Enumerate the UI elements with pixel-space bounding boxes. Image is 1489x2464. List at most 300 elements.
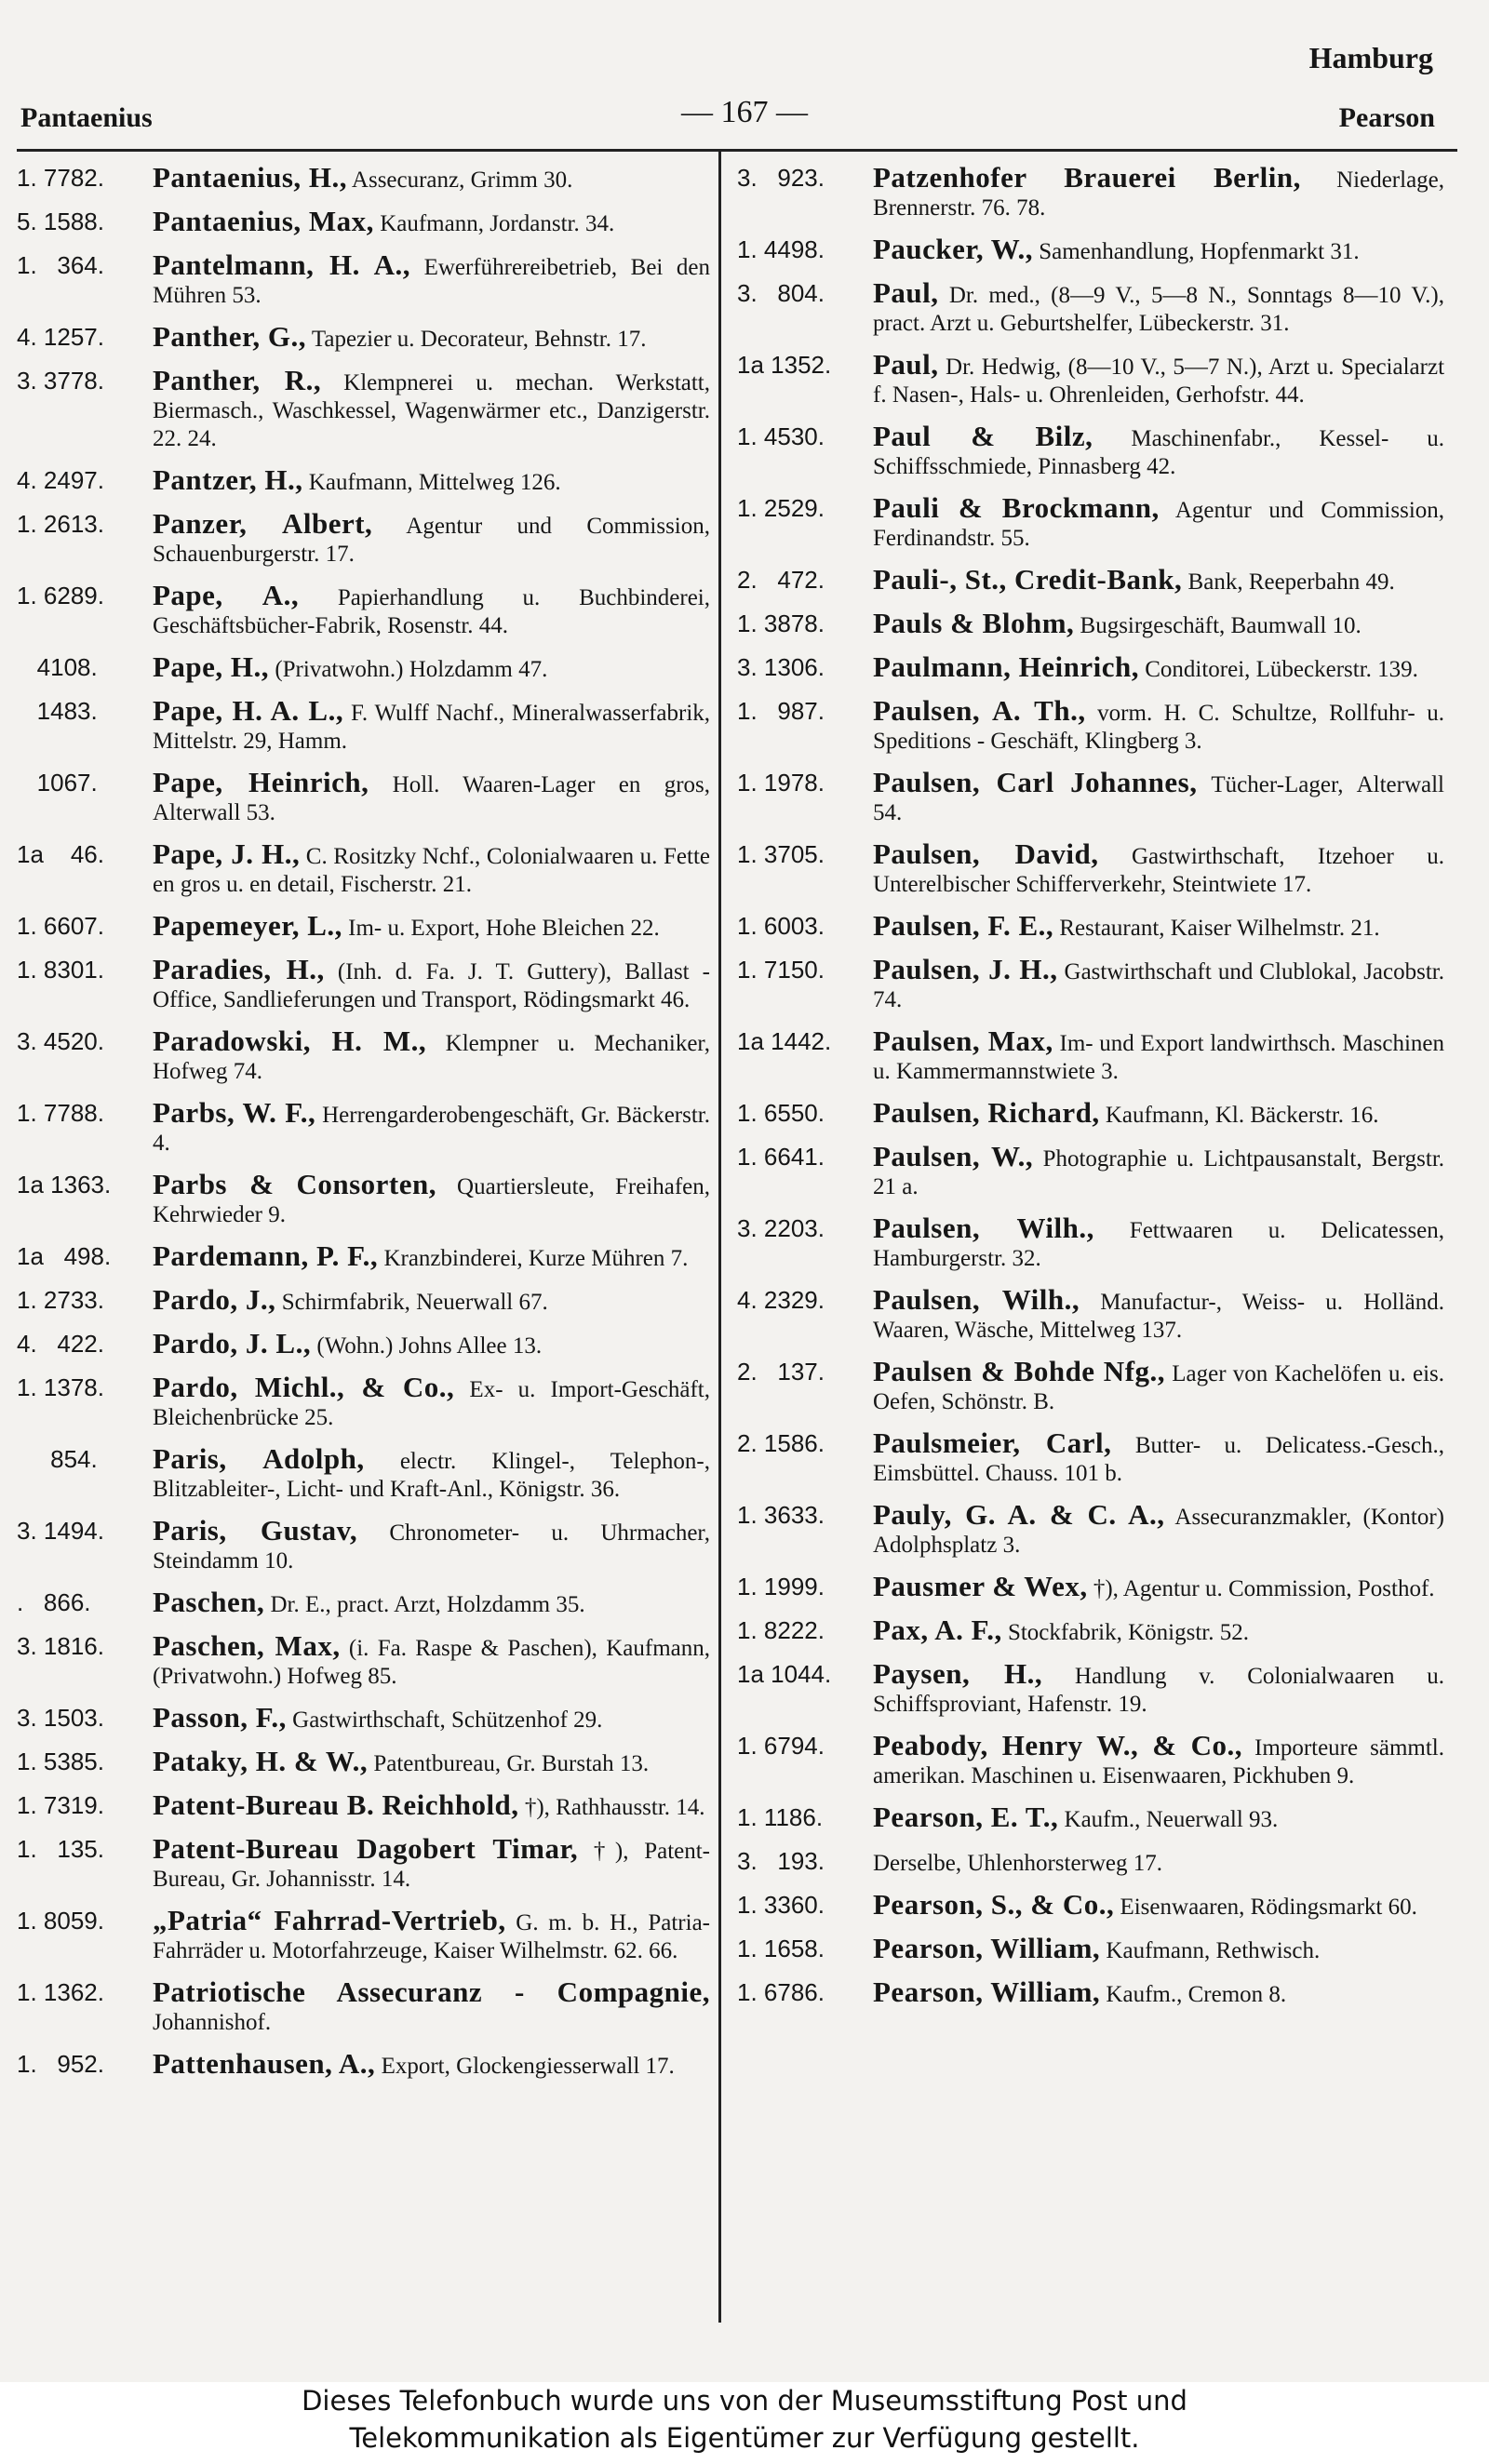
- directory-entry: [17, 364, 711, 453]
- entry-body: [153, 1327, 710, 1360]
- entry-body: [153, 364, 711, 453]
- entry-body: [153, 1096, 710, 1158]
- phone-number: 854.: [17, 1445, 98, 1473]
- directory-entry: [737, 1024, 1445, 1086]
- directory-entry: [737, 491, 1445, 553]
- subscriber-details: Tücher-Lager, Alterwall 54.: [873, 772, 1444, 825]
- entry-body: [153, 1373, 710, 1432]
- subscriber-details: Bugsirgeschäft, Baumwall 10.: [1080, 613, 1362, 638]
- subscriber-details: electr. Klingel-, Telephon-, Blitzableiter-, Licht- und Kraft-Anl., Königstr. 36.: [153, 1449, 710, 1502]
- entry-body: [873, 276, 1444, 338]
- phone-number: 1. 1362.: [17, 1978, 104, 2006]
- directory-entry: [17, 909, 710, 943]
- directory-entry: [737, 609, 1444, 640]
- subscriber-name: Papemeyer, L.,: [153, 909, 342, 942]
- entry-body: [153, 1701, 710, 1734]
- directory-entry: [737, 563, 1444, 596]
- subscriber-details: Patentbureau, Gr. Burstah 13.: [373, 1751, 650, 1776]
- subscriber-name: Paschen,: [153, 1586, 265, 1618]
- subscriber-name: Paul,: [873, 348, 939, 381]
- subscriber-name: Pantelmann, H. A.,: [153, 248, 411, 281]
- entry-body: [153, 507, 711, 569]
- subscriber-details: Fettwaaren u. Delicatessen, Hamburgerstr. 32.: [873, 1218, 1445, 1271]
- subscriber-details: Derselbe, Uhlenhorsterweg 17.: [873, 1851, 1163, 1876]
- subscriber-details: G. m. b. H., Patria-Fahrräder u. Motorfahrzeuge, Kaiser Wilhelmstr. 62. 66.: [153, 1910, 710, 1963]
- directory-entry: [17, 650, 710, 684]
- entry-body: [153, 161, 710, 194]
- subscriber-details: Niederlage, Brennerstr. 76. 78.: [873, 167, 1445, 221]
- directory-entry: [737, 1140, 1445, 1201]
- phone-number: 1. 6786.: [737, 1978, 825, 2006]
- directory-entry: [737, 766, 1444, 827]
- entry-body: [153, 953, 711, 1014]
- phone-number: 3. 1494.: [17, 1517, 104, 1545]
- entry-body: [153, 205, 710, 238]
- subscriber-name: Paradies, H.,: [153, 953, 325, 985]
- directory-entry: [17, 1096, 710, 1158]
- phone-number: 4. 422.: [17, 1330, 104, 1358]
- directory-entry: [17, 507, 711, 569]
- directory-entry: [17, 1239, 710, 1273]
- entry-body: [873, 1803, 1444, 1834]
- entry-body: [873, 563, 1444, 596]
- directory-entry: [17, 1904, 710, 1965]
- subscriber-details: C. Rositzky Nchf., Colonialwaaren u. Fette en gros u. en detail, Fischerstr. 21.: [153, 844, 710, 897]
- subscriber-details: Assecuranz, Grimm 30.: [351, 167, 573, 193]
- subscriber-details: Kaufmann, Mittelweg 126.: [308, 470, 561, 495]
- directory-entry: [17, 248, 711, 310]
- phone-number: 1. 8222.: [737, 1616, 825, 1644]
- directory-entry: [17, 1588, 710, 1619]
- subscriber-details: Chronometer- u. Uhrmacher, Steindamm 10.: [153, 1520, 711, 1573]
- phone-number: 1. 7782.: [17, 164, 104, 192]
- subscriber-name: Paulsmeier, Carl,: [873, 1426, 1112, 1459]
- directory-entry: [737, 837, 1444, 899]
- entry-body: [153, 1745, 710, 1778]
- subscriber-name: Pardo, J. L.,: [153, 1327, 312, 1359]
- directory-entry: [737, 1498, 1444, 1560]
- subscriber-name: Paul,: [873, 276, 939, 309]
- entry-body: [873, 348, 1445, 409]
- directory-entry: [737, 348, 1445, 409]
- subscriber-name: Paulsen, Max,: [873, 1024, 1053, 1057]
- subscriber-name: Paysen, H.,: [873, 1657, 1043, 1690]
- subscriber-name: Patent-Bureau B. Reichhold,: [153, 1788, 519, 1821]
- subscriber-details: Ewerführereibetrieb, Bei den Mühren 53.: [153, 255, 711, 308]
- subscriber-details: Kaufmann, Jordanstr. 34.: [380, 211, 615, 236]
- directory-entry: [17, 1832, 711, 1894]
- subscriber-details: F. Wulff Nachf., Mineralwasserfabrik, Mittelstr. 29, Hamm.: [153, 701, 711, 754]
- subscriber-details: Eisenwaaren, Rödingsmarkt 60.: [1120, 1895, 1417, 1920]
- phone-number: 1. 6003.: [737, 912, 825, 940]
- entry-body: [153, 248, 711, 310]
- directory-entry: [737, 1803, 1444, 1834]
- footer-line-2: Telekommunikation als Eigentümer zur Verfügung gestellt.: [349, 2422, 1140, 2454]
- phone-number: 2. 472.: [737, 566, 825, 594]
- right-column: [737, 161, 1445, 2022]
- phone-number: 3. 2203.: [737, 1214, 825, 1242]
- directory-entry: [17, 1701, 710, 1734]
- phone-number: 1. 2613.: [17, 510, 104, 538]
- subscriber-name: Paulsen, Wilh.,: [873, 1212, 1094, 1244]
- phone-number: 1. 8059.: [17, 1907, 104, 1935]
- entry-body: [873, 909, 1444, 943]
- phone-number: 1. 3878.: [737, 609, 825, 637]
- subscriber-details: Kranzbinderei, Kurze Mühren 7.: [383, 1246, 689, 1271]
- subscriber-name: Paris, Gustav,: [153, 1514, 358, 1547]
- subscriber-details: †), Patent-Bureau, Gr. Johannisstr. 14.: [153, 1839, 711, 1892]
- phone-number: 1. 4498.: [737, 235, 825, 263]
- header-page-number: — 167 —: [681, 95, 808, 129]
- subscriber-name: Paulsen, J. H.,: [873, 953, 1058, 985]
- entry-body: [153, 1629, 711, 1691]
- directory-entry: [737, 1729, 1444, 1790]
- footer-line-1: Dieses Telefonbuch wurde uns von der Museumsstiftung Post und: [302, 2385, 1187, 2417]
- subscriber-details: Herrengarderobengeschäft, Gr. Bäckerstr. 4.: [153, 1103, 710, 1156]
- subscriber-name: Patent-Bureau Dagobert Timar,: [153, 1832, 579, 1865]
- header-left-keyword: Pantaenius: [20, 102, 153, 133]
- phone-number: 3. 1816.: [17, 1632, 104, 1660]
- entry-body: [153, 1832, 711, 1894]
- footer-notice: [0, 2382, 1489, 2464]
- subscriber-name: Pantaenius, Max,: [153, 205, 374, 237]
- entry-body: [873, 1847, 1444, 1878]
- directory-entry: [737, 276, 1444, 338]
- directory-entry: [17, 1514, 711, 1575]
- subscriber-name: Paulsen, Wilh.,: [873, 1283, 1080, 1316]
- subscriber-name: Passon, F.,: [153, 1701, 287, 1734]
- subscriber-name: Paulsen, F. E.,: [873, 909, 1054, 942]
- phone-number: 4. 2497.: [17, 466, 104, 494]
- directory-entry: [17, 837, 710, 899]
- subscriber-name: Paul & Bilz,: [873, 420, 1093, 452]
- subscriber-details: Im- und Export landwirthsch. Maschinen u. Kammermannstwiete 3.: [873, 1031, 1445, 1084]
- subscriber-details: Agentur und Commission, Schauenburgerstr. 17.: [153, 514, 711, 567]
- directory-entry: [17, 766, 710, 827]
- subscriber-name: Pape, J. H.,: [153, 837, 301, 870]
- phone-number: 1. 7150.: [737, 956, 825, 984]
- phone-number: 1a 1442.: [737, 1027, 832, 1055]
- subscriber-details: Kaufmann, Rethwisch.: [1106, 1938, 1321, 1963]
- subscriber-name: Pauls & Blohm,: [873, 607, 1075, 639]
- entry-body: [153, 1168, 710, 1229]
- phone-number: 5. 1588.: [17, 208, 104, 235]
- subscriber-name: Pearson, William,: [873, 1932, 1101, 1964]
- phone-number: 1. 3633.: [737, 1501, 825, 1529]
- directory-entry: [737, 1355, 1445, 1416]
- entry-body: [873, 650, 1444, 684]
- directory-entry: [17, 1745, 710, 1778]
- subscriber-name: Paulsen, A. Th.,: [873, 694, 1086, 727]
- phone-number: 2. 1586.: [737, 1429, 825, 1457]
- phone-number: 1. 987.: [737, 697, 825, 725]
- subscriber-name: Pausmer & Wex,: [873, 1570, 1088, 1602]
- entry-body: [153, 579, 710, 640]
- directory-entry: [17, 1373, 710, 1432]
- subscriber-details: Kaufm., Cremon 8.: [1106, 1982, 1287, 2007]
- directory-entry: [737, 422, 1444, 481]
- entry-body: [153, 2047, 710, 2081]
- subscriber-name: Patriotische Assecuranz - Compagnie,: [153, 1975, 710, 2008]
- subscriber-name: Pauli-, St., Credit-Bank,: [873, 563, 1183, 596]
- subscriber-name: Panzer, Albert,: [153, 507, 373, 540]
- phone-number: 3. 923.: [737, 164, 825, 192]
- entry-body: [873, 1932, 1444, 1965]
- subscriber-name: Paulsen, W.,: [873, 1140, 1034, 1172]
- column-divider: [718, 149, 721, 2323]
- entry-body: [873, 1498, 1444, 1560]
- entry-body: [153, 1024, 710, 1086]
- directory-entry: [17, 1975, 710, 2037]
- phone-number: 1. 135.: [17, 1835, 104, 1863]
- directory-entry: [737, 1932, 1444, 1965]
- subscriber-name: Pearson, S., & Co.,: [873, 1888, 1115, 1921]
- entry-body: [873, 609, 1444, 640]
- entry-body: [873, 1140, 1445, 1201]
- entry-body: [873, 1570, 1444, 1603]
- phone-number: 1. 952.: [17, 2050, 104, 2078]
- subscriber-name: Panther, G.,: [153, 320, 307, 353]
- entry-body: [873, 422, 1444, 481]
- directory-entry: [17, 1168, 710, 1229]
- entry-body: [873, 235, 1444, 266]
- directory-entry: [17, 320, 710, 354]
- subscriber-name: Pattenhausen, A.,: [153, 2047, 376, 2080]
- phone-number: 1. 7788.: [17, 1099, 104, 1127]
- subscriber-details: †), Rathhausstr. 14.: [524, 1795, 705, 1820]
- entry-body: [873, 1355, 1445, 1416]
- phone-number: 3. 193.: [737, 1847, 825, 1875]
- entry-body: [153, 650, 710, 684]
- directory-entry: [17, 161, 710, 194]
- subscriber-name: Peabody, Henry W., & Co.,: [873, 1729, 1243, 1761]
- phone-number: 1. 3705.: [737, 840, 825, 868]
- phone-number: 1a 498.: [17, 1242, 112, 1270]
- subscriber-name: Paris, Adolph,: [153, 1442, 365, 1475]
- entry-body: [153, 694, 711, 756]
- subscriber-details: Johannishof.: [153, 2010, 272, 2035]
- subscriber-name: Paulsen, David,: [873, 837, 1099, 870]
- subscriber-details: Restaurant, Kaiser Wilhelmstr. 21.: [1059, 916, 1380, 941]
- directory-entry: [737, 953, 1444, 1014]
- entry-body: [873, 1888, 1444, 1922]
- subscriber-details: Holl. Waaren-Lager en gros, Alterwall 53.: [153, 772, 710, 825]
- directory-entry: [737, 1570, 1444, 1603]
- directory-entry: [17, 1024, 710, 1086]
- directory-entry: [737, 1847, 1444, 1878]
- directory-entry: [737, 1214, 1444, 1273]
- phone-number: 2. 137.: [737, 1358, 825, 1386]
- directory-entry: [17, 1442, 710, 1504]
- subscriber-name: Paulmann, Heinrich,: [873, 650, 1139, 683]
- subscriber-name: Pape, A.,: [153, 579, 300, 611]
- subscriber-name: Paulsen, Carl Johannes,: [873, 766, 1198, 798]
- subscriber-name: Pape, H.,: [153, 650, 270, 683]
- subscriber-name: Pantzer, H.,: [153, 463, 303, 496]
- directory-entry: [737, 1426, 1445, 1488]
- directory-entry: [17, 205, 710, 238]
- subscriber-name: Pape, Heinrich,: [153, 766, 369, 798]
- subscriber-name: Pauli & Brockmann,: [873, 491, 1160, 524]
- left-column: [17, 161, 711, 2094]
- subscriber-name: Panther, R.,: [153, 364, 322, 396]
- phone-number: 3. 804.: [737, 279, 825, 307]
- entry-body: [153, 1975, 710, 2037]
- subscriber-details: (Inh. d. Fa. J. T. Guttery), Ballast - Office, Sandlieferungen und Transport, Rödingsmarkt 46.: [153, 959, 711, 1012]
- directory-entry: [17, 1327, 710, 1360]
- phone-number: 1. 7319.: [17, 1791, 104, 1819]
- subscriber-name: Parbs & Consorten,: [153, 1168, 436, 1200]
- entry-body: [153, 1442, 710, 1504]
- subscriber-details: Kaufmann, Kl. Bäckerstr. 16.: [1105, 1103, 1379, 1128]
- directory-entry: [737, 1657, 1444, 1719]
- directory-entry: [17, 694, 711, 756]
- entry-body: [873, 1729, 1444, 1790]
- subscriber-details: Kaufm., Neuerwall 93.: [1064, 1807, 1279, 1832]
- phone-number: 1. 1999.: [737, 1573, 825, 1600]
- directory-entry: [17, 579, 710, 640]
- entry-body: [873, 953, 1444, 1014]
- entry-body: [873, 1214, 1444, 1273]
- directory-entry: [17, 1788, 710, 1822]
- entry-body: [873, 491, 1445, 553]
- subscriber-details: Klempner u. Mechaniker, Hofweg 74.: [153, 1031, 710, 1084]
- phone-number: 3. 4520.: [17, 1027, 104, 1055]
- subscriber-name: Pardo, Michl., & Co.,: [153, 1371, 455, 1403]
- subscriber-name: Paradowski, H. M.,: [153, 1024, 427, 1057]
- subscriber-name: Pardemann, P. F.,: [153, 1239, 379, 1272]
- directory-entry: [737, 235, 1444, 266]
- subscriber-details: Lager von Kachelöfen u. eis. Oefen, Schönstr. B.: [873, 1361, 1445, 1414]
- subscriber-name: Pearson, William,: [873, 1975, 1101, 2008]
- header-right-keyword: Pearson: [1338, 102, 1435, 133]
- phone-number: 4. 2329.: [737, 1286, 825, 1314]
- directory-entry: [17, 463, 710, 497]
- subscriber-name: Parbs, W. F.,: [153, 1096, 316, 1129]
- entry-body: [873, 766, 1444, 827]
- entry-body: [873, 1024, 1445, 1086]
- subscriber-details: Ex- u. Import-Geschäft, Bleichenbrücke 25.: [153, 1377, 710, 1430]
- entry-body: [153, 1788, 710, 1822]
- entry-body: [153, 909, 710, 943]
- subscriber-details: Gastwirthschaft, Schützenhof 29.: [292, 1707, 603, 1733]
- entry-body: [873, 1616, 1444, 1647]
- phone-number: . 866.: [17, 1588, 91, 1616]
- subscriber-details: (Wohn.) Johns Allee 13.: [316, 1333, 543, 1359]
- phone-number: 1a 1363.: [17, 1171, 112, 1199]
- subscriber-name: Pearson, E. T.,: [873, 1801, 1059, 1833]
- entry-body: [153, 1283, 710, 1317]
- header-rule: [17, 149, 1457, 152]
- subscriber-details: Photographie u. Lichtpausanstalt, Bergstr. 21 a.: [873, 1146, 1445, 1199]
- phone-number: 3. 1503.: [17, 1704, 104, 1732]
- phone-number: 4. 1257.: [17, 323, 104, 351]
- subscriber-details: †), Agentur u. Commission, Posthof.: [1093, 1576, 1435, 1601]
- subscriber-name: Pataky, H. & W.,: [153, 1745, 369, 1777]
- subscriber-name: Pauly, G. A. & C. A.,: [873, 1498, 1165, 1531]
- subscriber-details: Handlung v. Colonialwaaren u. Schiffsproviant, Hafenstr. 19.: [873, 1664, 1444, 1717]
- entry-body: [873, 1426, 1445, 1488]
- directory-entry: [17, 2047, 710, 2081]
- subscriber-details: Agentur und Commission, Ferdinandstr. 55.: [873, 498, 1445, 551]
- subscriber-details: Dr. E., pract. Arzt, Holzdamm 35.: [270, 1592, 585, 1617]
- subscriber-name: Pape, H. A. L.,: [153, 694, 344, 727]
- subscriber-details: vorm. H. C. Schultze, Rollfuhr- u. Speditions - Geschäft, Klingberg 3.: [873, 701, 1444, 754]
- directory-entry: [17, 1629, 711, 1691]
- subscriber-details: Export, Glockengiesserwall 17.: [381, 2054, 675, 2079]
- subscriber-details: Dr. med., (8—9 V., 5—8 N., Sonntags 8—10 V.), pract. Arzt u. Geburtshelfer, Lübeckerstr. 31.: [873, 283, 1444, 336]
- phone-number: 3. 1306.: [737, 653, 825, 681]
- subscriber-details: Tapezier u. Decorateur, Behnstr. 17.: [311, 327, 647, 352]
- directory-entry: [737, 1975, 1444, 2009]
- subscriber-name: Paulsen & Bohde Nfg.,: [873, 1355, 1166, 1387]
- subscriber-name: Paucker, W.,: [873, 233, 1033, 265]
- phone-number: 1a 46.: [17, 840, 104, 868]
- entry-body: [873, 694, 1444, 756]
- entry-body: [153, 320, 710, 354]
- subscriber-name: Paulsen, Richard,: [873, 1096, 1100, 1129]
- entry-body: [873, 161, 1445, 222]
- phone-number: 1. 1186.: [737, 1803, 824, 1831]
- phone-number: 1. 5385.: [17, 1748, 104, 1775]
- phone-number: 1. 6550.: [737, 1099, 825, 1127]
- phone-number: 1a 1352.: [737, 351, 832, 379]
- entry-body: [873, 837, 1444, 899]
- subscriber-name: Pax, A. F.,: [873, 1614, 1002, 1646]
- entry-body: [873, 1657, 1444, 1719]
- page-header: [0, 0, 1489, 158]
- phone-number: 1. 6289.: [17, 582, 104, 609]
- subscriber-details: (i. Fa. Raspe & Paschen), Kaufmann, (Privatwohn.) Hofweg 85.: [153, 1636, 711, 1689]
- subscriber-details: Conditorei, Lübeckerstr. 139.: [1145, 657, 1418, 682]
- phone-number: 1. 364.: [17, 251, 104, 279]
- directory-entry: [737, 1283, 1445, 1345]
- subscriber-name: Pardo, J.,: [153, 1283, 276, 1316]
- phone-number: 1. 6641.: [737, 1143, 825, 1171]
- subscriber-details: Manufactur-, Weiss- u. Holländ. Waaren, Wäsche, Mittelweg 137.: [873, 1290, 1445, 1343]
- phone-number: 1. 6607.: [17, 912, 104, 940]
- subscriber-details: Klempnerei u. mechan. Werkstatt, Biermasch., Waschkessel, Wagenwärmer etc., Danzigerstr. 22. 24.: [153, 370, 711, 451]
- phone-number: 1. 8301.: [17, 956, 104, 984]
- subscriber-details: Schirmfabrik, Neuerwall 67.: [281, 1290, 548, 1315]
- directory-entry: [737, 1096, 1444, 1130]
- subscriber-details: Papierhandlung u. Buchbinderei, Geschäftsbücher-Fabrik, Rosenstr. 44.: [153, 585, 710, 638]
- subscriber-details: Samenhandlung, Hopfenmarkt 31.: [1039, 239, 1360, 264]
- entry-body: [873, 1975, 1444, 2009]
- phone-number: 1067.: [17, 769, 98, 797]
- subscriber-details: Im- u. Export, Hohe Bleichen 22.: [348, 916, 660, 941]
- phone-number: 1a 1044.: [737, 1660, 832, 1688]
- directory-entry: [737, 650, 1444, 684]
- directory-entry: [737, 909, 1444, 943]
- entry-body: [153, 463, 710, 497]
- phone-number: 4108.: [17, 653, 98, 681]
- subscriber-details: Gastwirthschaft, Itzehoer u. Unterelbischer Schifferverkehr, Steintwiete 17.: [873, 844, 1444, 897]
- directory-entry: [737, 1888, 1444, 1922]
- phone-number: 1483.: [17, 697, 98, 725]
- subscriber-name: „Patria“ Fahrrad-Vertrieb,: [153, 1904, 506, 1936]
- entry-body: [153, 1514, 711, 1575]
- phone-number: 1. 2529.: [737, 494, 825, 522]
- phone-number: 1. 4530.: [737, 422, 825, 450]
- entry-body: [153, 766, 710, 827]
- directory-entry: [737, 161, 1445, 222]
- subscriber-details: Importeure sämmtl. amerikan. Maschinen u. Eisenwaaren, Pickhuben 9.: [873, 1735, 1444, 1788]
- subscriber-details: Dr. Hedwig, (8—10 V., 5—7 N.), Arzt u. Specialarzt f. Nasen-, Hals- u. Ohrenleiden, Gerhofstr. 44.: [873, 355, 1445, 408]
- entry-body: [873, 1283, 1445, 1345]
- subscriber-details: Quartiersleute, Freihafen, Kehrwieder 9.: [153, 1174, 710, 1227]
- directory-entry: [17, 1283, 710, 1317]
